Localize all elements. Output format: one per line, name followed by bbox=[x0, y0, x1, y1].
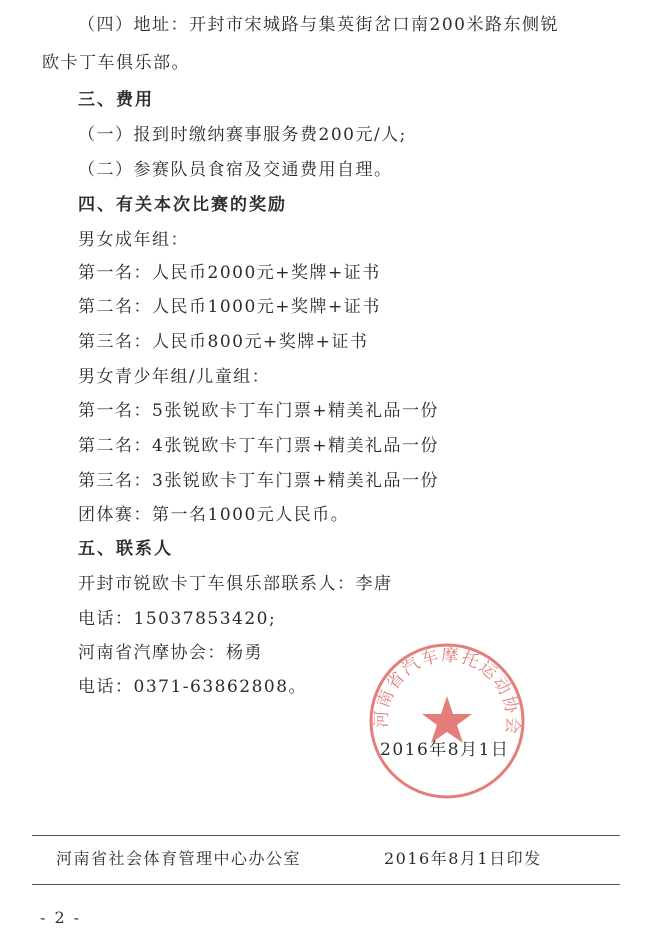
youth-second-prize: 第二名：4张锐欧卡丁车门票+精美礼品一份 bbox=[78, 436, 440, 456]
team-prize: 团体赛：第一名1000元人民币。 bbox=[78, 505, 350, 525]
section-heading-contacts: 五、联系人 bbox=[78, 539, 173, 559]
official-seal bbox=[366, 640, 528, 802]
contact-club-phone: 电话：15037853420; bbox=[78, 609, 277, 629]
section-heading-fees: 三、费用 bbox=[78, 90, 154, 110]
address-line-1: （四）地址：开封市宋城路与集英街岔口南200米路东侧锐 bbox=[78, 15, 559, 35]
youth-first-prize: 第一名：5张锐欧卡丁车门票+精美礼品一份 bbox=[78, 401, 440, 421]
contact-association: 河南省汽摩协会：杨勇 bbox=[78, 643, 263, 663]
issue-date: 2016年8月1日 bbox=[380, 740, 510, 760]
footer-divider-top bbox=[32, 835, 620, 836]
youth-third-prize: 第三名：3张锐欧卡丁车门票+精美礼品一份 bbox=[78, 471, 440, 491]
page-number: - 2 - bbox=[40, 908, 82, 927]
section-heading-awards: 四、有关本次比赛的奖励 bbox=[78, 195, 287, 215]
fee-item-1: （一）报到时缴纳赛事服务费200元/人; bbox=[78, 125, 407, 145]
adult-first-prize: 第一名：人民币2000元+奖牌+证书 bbox=[78, 263, 381, 283]
footer-issue-date: 2016年8月1日印发 bbox=[384, 849, 542, 868]
footer-divider-bottom bbox=[32, 884, 620, 885]
svg-text:河南省汽车摩托运动协会: 河南省汽车摩托运动协会 bbox=[371, 645, 523, 737]
contact-association-phone: 电话：0371-63862808。 bbox=[78, 677, 308, 697]
adult-second-prize: 第二名：人民币1000元+奖牌+证书 bbox=[78, 297, 381, 317]
adult-group-label: 男女成年组： bbox=[78, 230, 189, 250]
seal-star-icon bbox=[422, 696, 472, 743]
footer-issuer: 河南省社会体育管理中心办公室 bbox=[56, 849, 302, 868]
contact-club: 开封市锐欧卡丁车俱乐部联系人：李唐 bbox=[78, 574, 393, 594]
adult-third-prize: 第三名：人民币800元+奖牌+证书 bbox=[78, 332, 369, 352]
youth-group-label: 男女青少年组/儿童组： bbox=[78, 367, 271, 387]
fee-item-2: （二）参赛队员食宿及交通费用自理。 bbox=[78, 160, 393, 180]
address-line-2: 欧卡丁车俱乐部。 bbox=[42, 53, 190, 73]
